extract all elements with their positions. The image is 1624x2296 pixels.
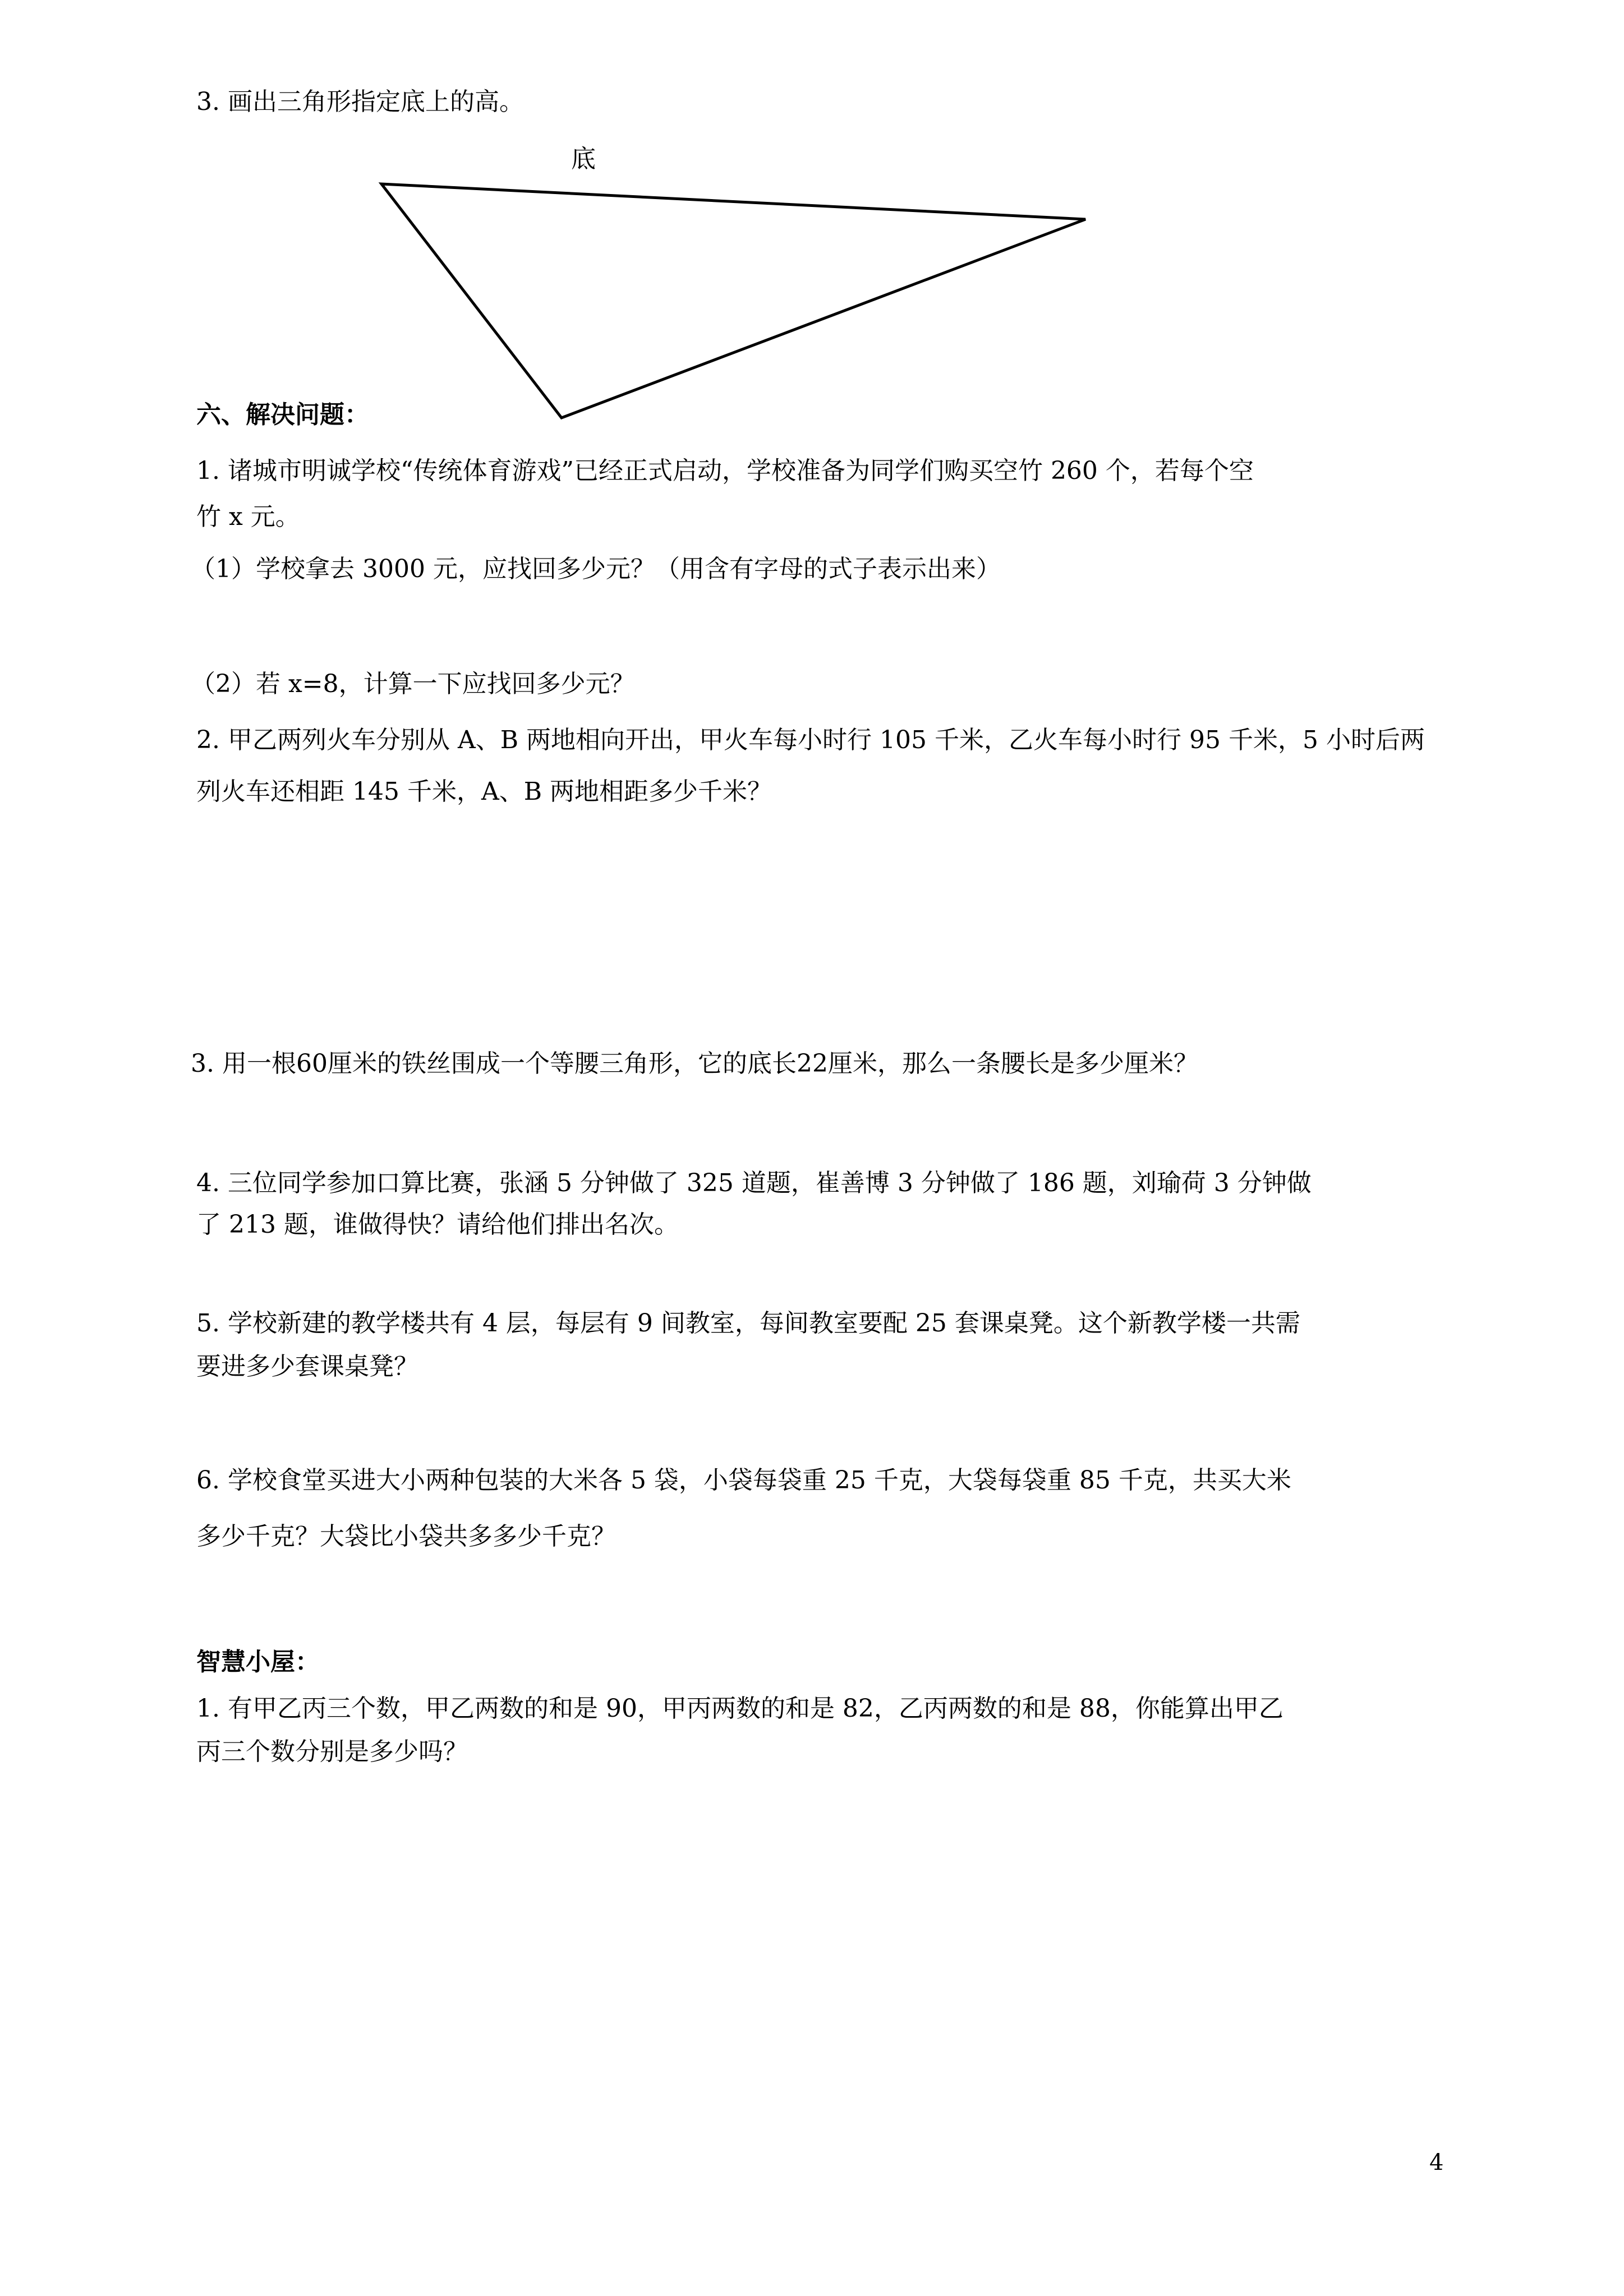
- problem-1-line-2: 竹 x 元。: [196, 502, 300, 531]
- section-title-solve-problems: 六、解决问题：: [196, 400, 369, 429]
- problem-4-line-1: 4. 三位同学参加口算比赛，张涵 5 分钟做了 325 道题，崔善博 3 分钟做了 186 题，刘瑜荷 3 分钟做: [196, 1169, 1312, 1197]
- problem-6-line-2: 多少千克？大袋比小袋共多多少千克？: [196, 1522, 616, 1551]
- triangle: [381, 184, 1085, 418]
- problem-4-line-2: 了 213 题，谁做得快？请给他们排出名次。: [196, 1210, 679, 1239]
- problem-5-line-2: 要进多少套课桌凳？: [196, 1352, 418, 1381]
- problem-1-line-1: 1. 诸城市明诚学校“传统体育游戏”已经正式启动，学校准备为同学们购买空竹 260 个，若每个空: [196, 457, 1254, 485]
- problem-1-sub-2: （2）若 x=8，计算一下应找回多少元？: [191, 670, 635, 698]
- section-title-wisdom: 智慧小屋：: [196, 1648, 320, 1676]
- problem-1-sub-1: （1）学校拿去 3000 元，应找回多少元？（用含有字母的式子表示出来）: [191, 555, 1001, 583]
- wisdom-problem-1-line-1: 1. 有甲乙丙三个数，甲乙两数的和是 90，甲丙两数的和是 82，乙丙两数的和是 88，你能算出甲乙: [196, 1694, 1283, 1723]
- problem-2-line-1: 2. 甲乙两列火车分别从 A、B 两地相向开出，甲火车每小时行 105 千米，乙火车每小时行 95 千米，5 小时后两: [196, 726, 1425, 754]
- wisdom-problem-1-line-2: 丙三个数分别是多少吗？: [196, 1737, 468, 1766]
- problem-3-line-1: 3. 用一根60厘米的铁丝围成一个等腰三角形，它的底长22厘米，那么一条腰长是多少厘米？: [191, 1049, 1198, 1078]
- problem-2-line-2: 列火车还相距 145 千米，A、B 两地相距多少千米？: [196, 777, 772, 806]
- triangle-base-label: 底: [571, 145, 596, 173]
- problem-6-line-1: 6. 学校食堂买进大小两种包装的大米各 5 袋，小袋每袋重 25 千克，大袋每袋重 85 千克，共买大米: [196, 1466, 1291, 1495]
- geometry-prompt: 3. 画出三角形指定底上的高。: [196, 87, 524, 116]
- problem-5-line-1: 5. 学校新建的教学楼共有 4 层，每层有 9 间教室，每间教室要配 25 套课桌凳。这个新教学楼一共需: [196, 1309, 1300, 1338]
- page-number: 4: [1429, 2150, 1444, 2175]
